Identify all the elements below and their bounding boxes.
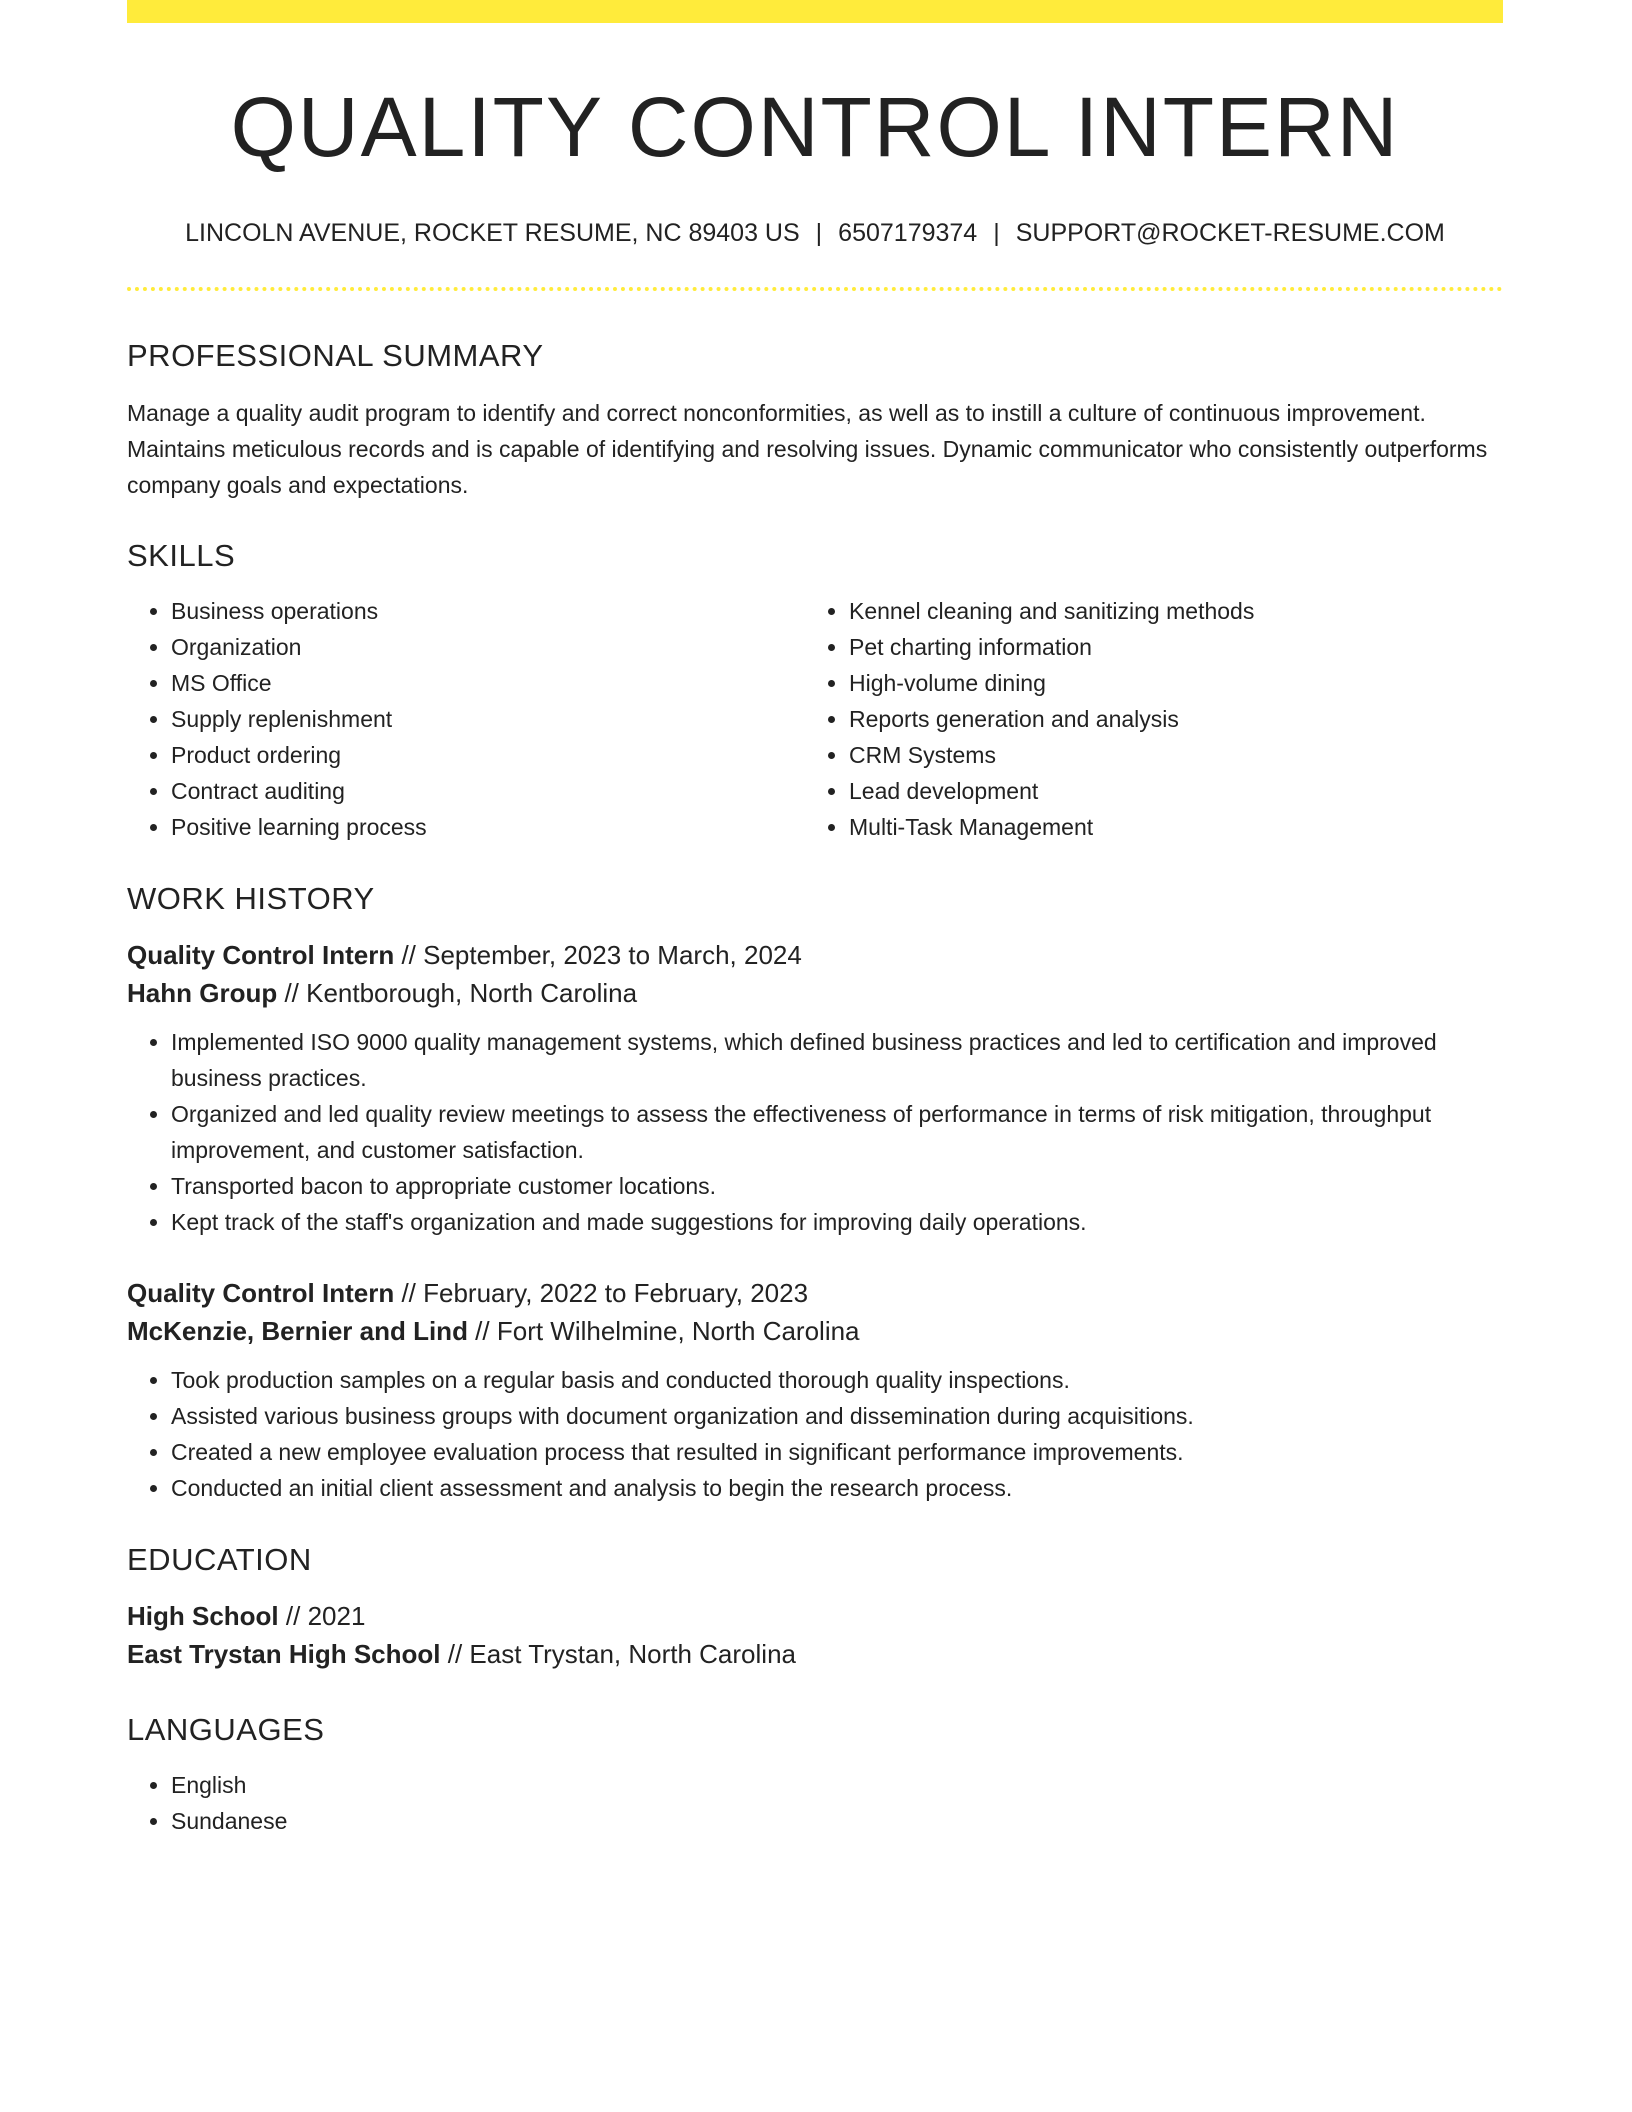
job-dates: // February, 2022 to February, 2023 bbox=[394, 1278, 809, 1308]
education-degree-line bbox=[127, 1597, 1503, 1635]
job-company-line bbox=[127, 974, 1503, 1012]
job-bullet: • Conducted an initial client assessment and analysis to begin the research process. bbox=[171, 1470, 1503, 1506]
contact-address: LINCOLN AVENUE, ROCKET RESUME, NC 89403 US bbox=[185, 219, 800, 247]
skill-item: • Multi-Task Management bbox=[849, 809, 1483, 845]
education-year: // 2021 bbox=[278, 1601, 366, 1631]
job-bullet: • Took production samples on a regular basis and conducted thorough quality inspections. bbox=[171, 1362, 1503, 1398]
education-school: East Trystan High School bbox=[127, 1639, 441, 1669]
skill-item: • Product ordering bbox=[171, 737, 805, 773]
contact-email: SUPPORT@ROCKET-RESUME.COM bbox=[1015, 219, 1445, 247]
skill-item: • Positive learning process bbox=[171, 809, 805, 845]
contact-phone: 6507179374 bbox=[838, 219, 978, 247]
skill-item: • Contract auditing bbox=[171, 773, 805, 809]
skill-item: • Kennel cleaning and sanitizing methods bbox=[849, 593, 1483, 629]
top-accent-bar bbox=[127, 0, 1503, 23]
job-company-line bbox=[127, 1312, 1503, 1350]
skill-item: • Business operations bbox=[171, 593, 805, 629]
job-bullets bbox=[127, 1362, 1503, 1506]
work-history-heading: WORK HISTORY bbox=[127, 881, 375, 916]
education-location: // East Trystan, North Carolina bbox=[440, 1639, 796, 1669]
contact-separator: | bbox=[815, 219, 823, 247]
job-bullet: • Kept track of the staff's organization and made suggestions for improving daily operations. bbox=[171, 1204, 1503, 1240]
job-dates: // September, 2023 to March, 2024 bbox=[394, 940, 802, 970]
job-bullet: • Implemented ISO 9000 quality management systems, which defined business practices and led to certification and improved business practices. bbox=[171, 1024, 1503, 1096]
dotted-divider bbox=[127, 287, 1503, 291]
job-role: Quality Control Intern bbox=[127, 940, 395, 970]
language-item: • Sundanese bbox=[171, 1803, 1503, 1839]
job-entry bbox=[127, 1274, 1503, 1506]
job-company: McKenzie, Bernier and Lind bbox=[127, 1316, 468, 1346]
skills-column-left bbox=[127, 593, 805, 845]
skills-column-right bbox=[805, 593, 1483, 845]
summary-heading: PROFESSIONAL SUMMARY bbox=[127, 338, 544, 373]
job-bullet: • Transported bacon to appropriate customer locations. bbox=[171, 1168, 1503, 1204]
languages-list bbox=[127, 1767, 1503, 1839]
job-entry bbox=[127, 936, 1503, 1240]
education-school-line bbox=[127, 1635, 1503, 1673]
job-bullets bbox=[127, 1024, 1503, 1240]
skill-item: • Organization bbox=[171, 629, 805, 665]
language-item: • English bbox=[171, 1767, 1503, 1803]
job-bullet: • Created a new employee evaluation process that resulted in significant performance improvements. bbox=[171, 1434, 1503, 1470]
skill-item: • Reports generation and analysis bbox=[849, 701, 1483, 737]
job-role-line bbox=[127, 936, 1503, 974]
summary-text: Manage a quality audit program to identify and correct nonconformities, as well as to instill a culture of continuous improvement. Maintains meticulous records and is capable of identifying and resolving issues. Dynamic communicator who consistently outperforms company goals and expectations. bbox=[127, 400, 1488, 498]
skill-item: • Pet charting information bbox=[849, 629, 1483, 665]
skill-item: • High-volume dining bbox=[849, 665, 1483, 701]
job-location: // Kentborough, North Carolina bbox=[277, 978, 638, 1008]
skills-heading: SKILLS bbox=[127, 538, 236, 573]
education-heading: EDUCATION bbox=[127, 1542, 312, 1577]
job-role: Quality Control Intern bbox=[127, 1278, 395, 1308]
job-bullet: • Assisted various business groups with document organization and dissemination during acquisitions. bbox=[171, 1398, 1503, 1434]
skill-item: • Lead development bbox=[849, 773, 1483, 809]
skill-item: • Supply replenishment bbox=[171, 701, 805, 737]
education-degree: High School bbox=[127, 1601, 279, 1631]
contact-line bbox=[127, 221, 1503, 246]
languages-heading: LANGUAGES bbox=[127, 1712, 325, 1747]
candidate-name: QUALITY CONTROL INTERN bbox=[230, 80, 1400, 174]
skills-list bbox=[127, 593, 1503, 845]
contact-separator: | bbox=[993, 219, 1000, 247]
job-company: Hahn Group bbox=[127, 978, 278, 1008]
job-bullet: • Organized and led quality review meetings to assess the effectiveness of performance in terms of risk mitigation, throughput improvement, and customer satisfaction. bbox=[171, 1096, 1503, 1168]
job-location: // Fort Wilhelmine, North Carolina bbox=[467, 1316, 860, 1346]
skill-item: • MS Office bbox=[171, 665, 805, 701]
skill-item: • CRM Systems bbox=[849, 737, 1483, 773]
resume-page bbox=[127, 0, 1503, 1839]
job-role-line bbox=[127, 1274, 1503, 1312]
